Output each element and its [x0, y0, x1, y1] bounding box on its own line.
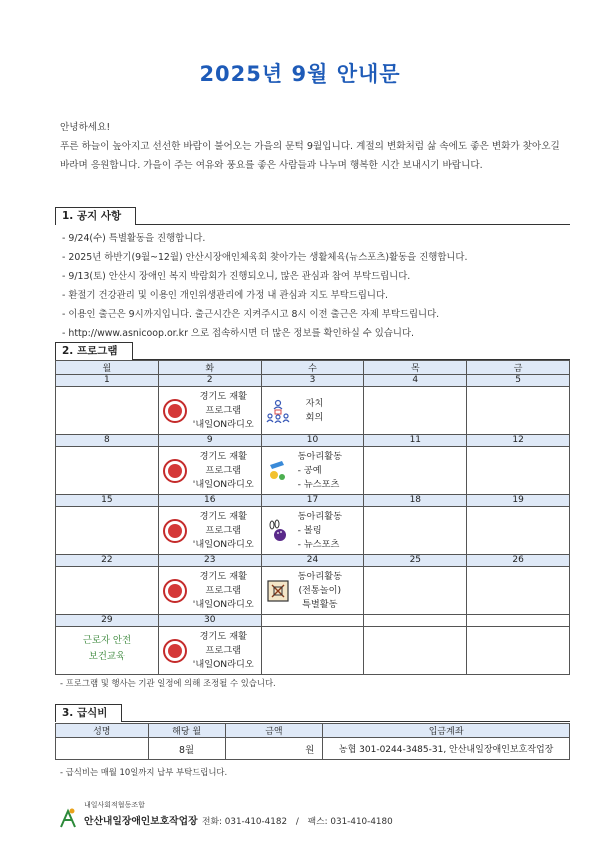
meal-note: - 급식비는 매월 10일까지 납부 부탁드립니다.: [60, 767, 228, 777]
event-cell-tue: [158, 447, 261, 495]
event-cell-wed: [261, 447, 364, 495]
day-header-tue: 화: [158, 361, 261, 375]
event-text: (전통놀이): [298, 584, 342, 596]
event-cell-empty: [467, 567, 570, 615]
event-cell-empty: [467, 387, 570, 435]
bowling-icon: [266, 519, 290, 543]
date-cell: 2: [158, 375, 261, 387]
event-cell-wed: [261, 567, 364, 615]
notice-item: - 이용인 출근은 9시까지입니다. 출근시간은 지켜주시고 8시 이전 출근은 자제 부탁드립니다.: [62, 305, 572, 324]
calendar-event-row: [56, 627, 570, 675]
event-cell-mon: [56, 627, 159, 675]
meal-section-label: 3. 급식비: [55, 704, 122, 722]
notice-item: - 환절기 건강관리 및 이용인 개인위생관리에 가정 내 관심과 지도 부탁드립니다.: [62, 286, 572, 305]
organization-logo-icon: [60, 808, 76, 828]
calendar-date-row: [56, 555, 570, 567]
meal-header-name: 성명: [56, 724, 149, 738]
meal-section-header: [55, 704, 570, 722]
event-cell-empty: [364, 447, 467, 495]
calendar-header-row: [56, 361, 570, 375]
event-cell-empty: [56, 567, 159, 615]
date-cell: 5: [467, 375, 570, 387]
notice-item: - 2025년 하반기(9월~12월) 안산시장애인체육회 찾아가는 생활체육(뉴스포츠)활동을 진행합니다.: [62, 248, 572, 267]
notice-item: - 9/24(수) 특별활동을 진행합니다.: [62, 229, 572, 248]
event-text: 동아리활동: [297, 570, 342, 582]
event-cell-wed: [261, 387, 364, 435]
date-cell: 1: [56, 375, 159, 387]
date-cell: 29: [56, 615, 159, 627]
event-text: '내일ON라디오: [192, 538, 254, 550]
event-text: 프로그램: [205, 584, 242, 596]
date-cell: 8: [56, 435, 159, 447]
event-text: - 공예: [297, 464, 322, 476]
meal-account-cell: 농협 301-0244-3485-31, 안산내일장애인보호작업장: [323, 738, 570, 760]
event-text: 특별활동: [302, 598, 338, 610]
meal-header-amount: 금액: [225, 724, 323, 738]
date-cell: 25: [364, 555, 467, 567]
greeting-salutation: 안녕하세요!: [60, 122, 111, 133]
footer: [60, 796, 580, 836]
event-cell-empty: [364, 627, 467, 675]
event-cell-empty: [467, 447, 570, 495]
event-text: 경기도 재활: [199, 570, 247, 582]
date-cell: 22: [56, 555, 159, 567]
radio-program-logo-icon: [163, 579, 187, 603]
event-cell-tue: [158, 627, 261, 675]
date-cell: 11: [364, 435, 467, 447]
event-text: '내일ON라디오: [192, 598, 254, 610]
radio-program-logo-icon: [163, 399, 187, 423]
calendar-date-row: [56, 375, 570, 387]
event-cell-tue: [158, 507, 261, 555]
meal-header-account: 입금계좌: [323, 724, 570, 738]
event-text: 자치: [305, 397, 324, 409]
event-text: 경기도 재활: [199, 510, 247, 522]
notice-section-header: [55, 207, 570, 225]
notice-item-website: - http://www.asnicoop.or.kr 으로 접속하시면 더 많은 정보를 확인하실 수 있습니다.: [62, 324, 572, 343]
calendar-event-row: [56, 507, 570, 555]
event-text: 보건교육: [88, 651, 126, 662]
date-cell: 24: [261, 555, 364, 567]
event-cell-empty: [261, 627, 364, 675]
notice-section-label: 1. 공지 사항: [55, 207, 136, 225]
event-cell-empty: [467, 627, 570, 675]
event-cell-empty: [364, 567, 467, 615]
event-text: 프로그램: [205, 464, 242, 476]
date-cell: 19: [467, 495, 570, 507]
date-cell-empty: [364, 615, 467, 627]
event-cell-wed: [261, 507, 364, 555]
program-calendar: [55, 360, 570, 675]
notice-list: [62, 229, 572, 343]
date-cell-empty: [261, 615, 364, 627]
event-cell-empty: [56, 507, 159, 555]
greeting-body: 푸른 하늘이 높아지고 선선한 바람이 불어오는 가을의 문턱 9월입니다. 계절의 변화처럼 삶 속에도 좋은 변화가 찾아오길 바라며 응원합니다. 가을이 주는 여유와 풍요를 좋은 사람들과 나누며 행복한 시간 보내시기 바랍니다.: [60, 141, 560, 171]
event-text: '내일ON라디오: [192, 418, 254, 430]
fax-number: 팩스: 031-410-4180: [307, 817, 393, 827]
event-text: 동아리활동: [297, 450, 342, 462]
meal-fee-table: [55, 723, 570, 760]
event-text: 동아리활동: [297, 510, 342, 522]
radio-program-logo-icon: [163, 459, 187, 483]
calendar-event-row: [56, 447, 570, 495]
calendar-date-row: [56, 435, 570, 447]
day-header-wed: 수: [261, 361, 364, 375]
date-cell: 4: [364, 375, 467, 387]
calendar-date-row: [56, 495, 570, 507]
people-meeting-icon: [266, 399, 290, 423]
day-header-fri: 금: [467, 361, 570, 375]
date-cell: 17: [261, 495, 364, 507]
date-cell: 9: [158, 435, 261, 447]
meal-amount-cell: 원: [225, 738, 323, 760]
event-cell-empty: [467, 507, 570, 555]
organization-name: 안산내일장애인보호작업장: [84, 816, 198, 827]
phone-number: 전화: 031-410-4182: [202, 817, 288, 827]
radio-program-logo-icon: [163, 639, 187, 663]
craft-paint-icon: [266, 459, 290, 483]
program-section-label: 2. 프로그램: [55, 342, 133, 360]
event-text: 프로그램: [205, 644, 242, 656]
date-cell: 10: [261, 435, 364, 447]
event-text: 프로그램: [205, 404, 242, 416]
calendar-event-row: [56, 387, 570, 435]
date-cell: 12: [467, 435, 570, 447]
radio-program-logo-icon: [163, 519, 187, 543]
event-cell-tue: [158, 567, 261, 615]
event-cell-empty: [364, 507, 467, 555]
event-cell-empty: [364, 387, 467, 435]
meal-data-row: [56, 738, 570, 760]
event-text: '내일ON라디오: [192, 658, 254, 670]
program-note: - 프로그램 및 행사는 기관 일정에 의해 조정될 수 있습니다.: [60, 678, 276, 688]
event-text: '내일ON라디오: [192, 478, 254, 490]
meal-month-cell: 8월: [148, 738, 225, 760]
event-text: 경기도 재활: [199, 450, 247, 462]
event-cell-empty: [56, 387, 159, 435]
event-cell-empty: [56, 447, 159, 495]
event-text: 프로그램: [205, 524, 242, 536]
calendar-event-row: [56, 567, 570, 615]
calendar-date-row: [56, 615, 570, 627]
date-cell: 18: [364, 495, 467, 507]
page-title: 2025년 9월 안내문: [199, 62, 401, 86]
event-text: 근로자 안전: [82, 635, 132, 646]
contact-separator: /: [295, 817, 299, 827]
event-text: 경기도 재활: [199, 390, 247, 402]
event-cell-tue: [158, 387, 261, 435]
date-cell: 3: [261, 375, 364, 387]
traditional-game-icon: [266, 579, 290, 603]
date-cell: 16: [158, 495, 261, 507]
date-cell: 30: [158, 615, 261, 627]
day-header-mon: 월: [56, 361, 159, 375]
notice-item: - 9/13(토) 안산시 장애인 복지 박람회가 진행되오니, 많은 관심과 참여 부탁드립니다.: [62, 267, 572, 286]
event-text: 회의: [305, 411, 324, 423]
cooperative-name: 내일사회적협동조합: [84, 801, 145, 809]
greeting: [60, 118, 565, 175]
program-section-header: [55, 342, 570, 360]
meal-name-cell: [56, 738, 149, 760]
meal-header-month: 해당 월: [148, 724, 225, 738]
event-text: - 뉴스포츠: [297, 538, 340, 550]
meal-header-row: [56, 724, 570, 738]
event-text: 경기도 재활: [199, 630, 247, 642]
date-cell: 26: [467, 555, 570, 567]
event-text: - 뉴스포츠: [297, 478, 340, 490]
day-header-thu: 목: [364, 361, 467, 375]
date-cell: 23: [158, 555, 261, 567]
event-text: - 볼링: [297, 524, 322, 536]
contact-info: [202, 814, 393, 827]
date-cell-empty: [467, 615, 570, 627]
date-cell: 15: [56, 495, 159, 507]
